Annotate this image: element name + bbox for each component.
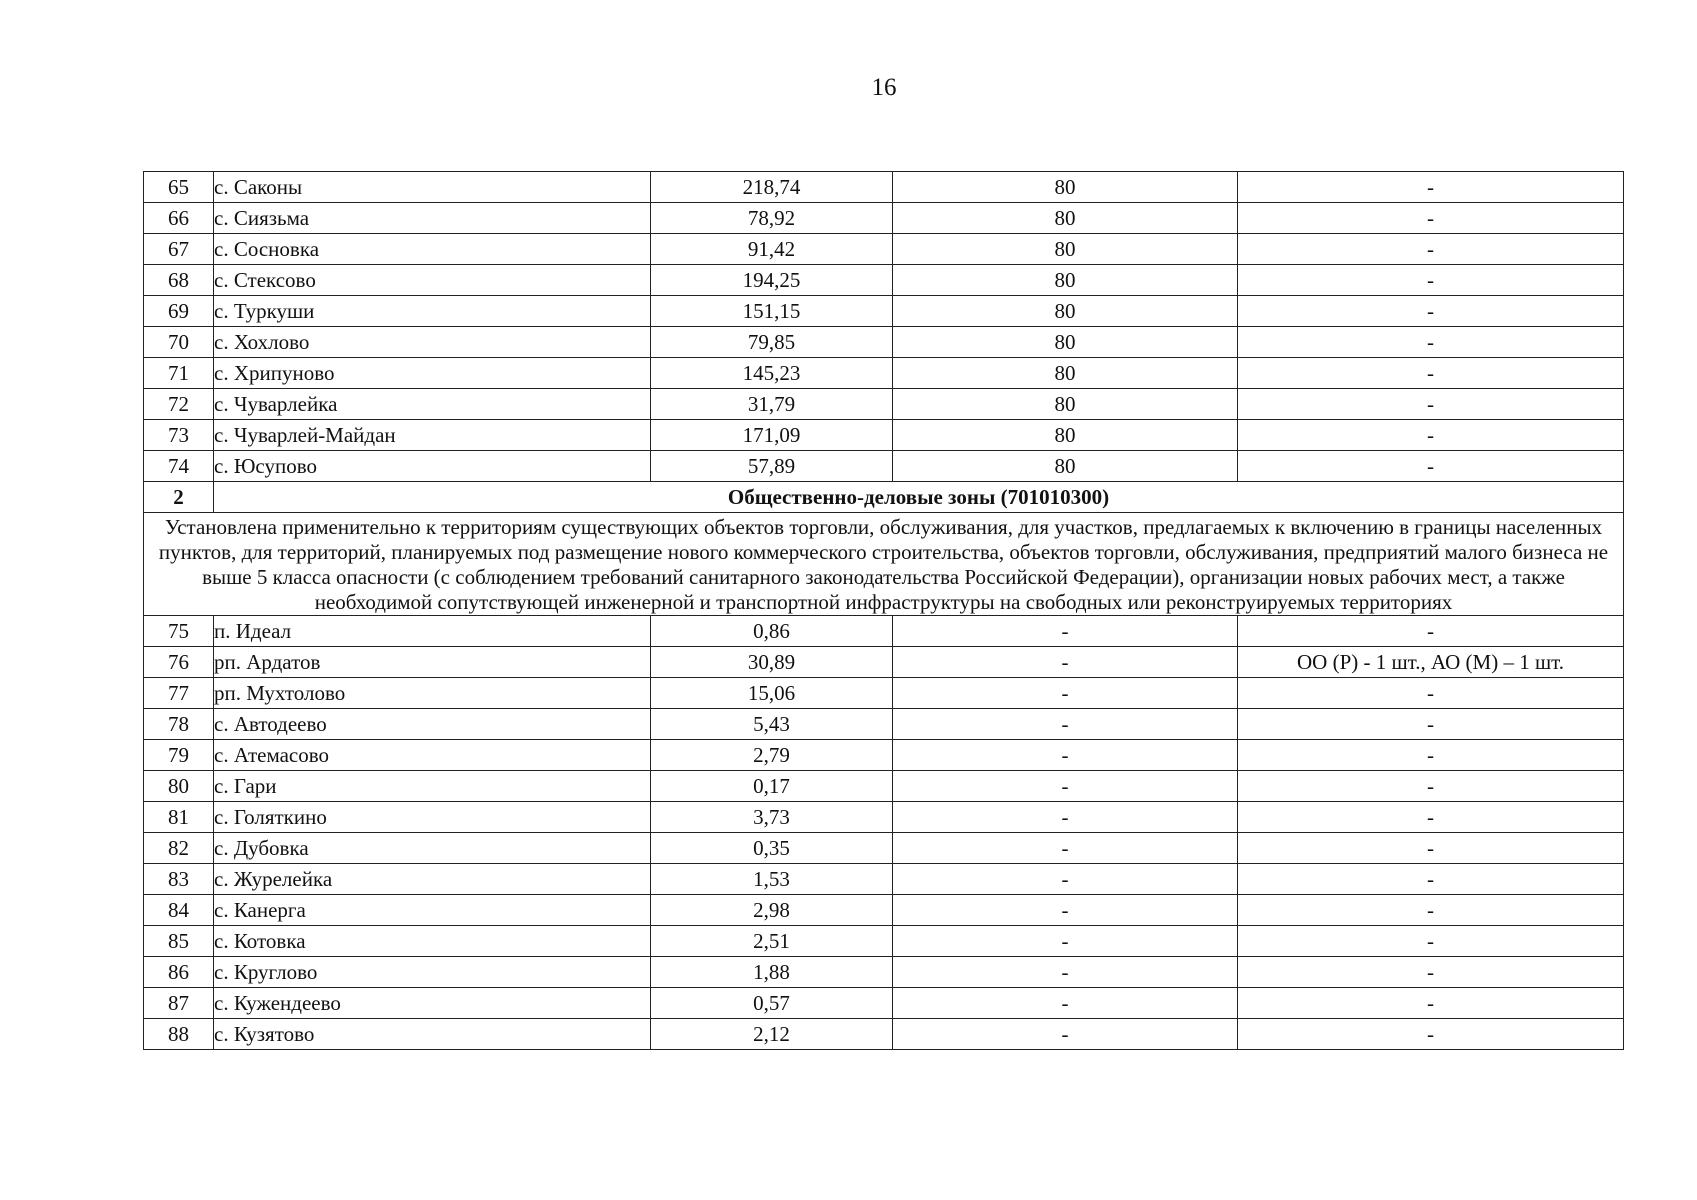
table-row [144, 1019, 1624, 1050]
objects-value: - [1238, 358, 1624, 389]
table-row [144, 864, 1624, 895]
row-number: 71 [144, 358, 214, 389]
table-body-part2 [144, 616, 1624, 1050]
row-number: 78 [144, 709, 214, 740]
percent-value: - [893, 1019, 1238, 1050]
area-value: 145,23 [651, 358, 893, 389]
table-row [144, 926, 1624, 957]
objects-value: - [1238, 988, 1624, 1019]
settlement-name: с. Сиязьма [214, 203, 651, 234]
row-number: 72 [144, 389, 214, 420]
table-row [144, 358, 1624, 389]
objects-value: - [1238, 740, 1624, 771]
table-row [144, 296, 1624, 327]
percent-value: - [893, 616, 1238, 647]
percent-value: 80 [893, 358, 1238, 389]
settlement-name: с. Туркуши [214, 296, 651, 327]
row-number: 65 [144, 172, 214, 203]
objects-value: - [1238, 616, 1624, 647]
section-description-row [144, 513, 1624, 616]
settlement-name: с. Юсупово [214, 451, 651, 482]
settlement-name: рп. Мухтолово [214, 678, 651, 709]
table-row [144, 451, 1624, 482]
section-header-row [144, 482, 1624, 513]
area-value: 0,35 [651, 833, 893, 864]
area-value: 0,17 [651, 771, 893, 802]
percent-value: - [893, 678, 1238, 709]
row-number: 74 [144, 451, 214, 482]
row-number: 87 [144, 988, 214, 1019]
percent-value: - [893, 771, 1238, 802]
table-row [144, 420, 1624, 451]
area-value: 79,85 [651, 327, 893, 358]
settlement-name: рп. Ардатов [214, 647, 651, 678]
objects-value: - [1238, 389, 1624, 420]
row-number: 85 [144, 926, 214, 957]
percent-value: 80 [893, 389, 1238, 420]
objects-value: - [1238, 172, 1624, 203]
settlement-name: с. Гари [214, 771, 651, 802]
settlement-name: с. Атемасово [214, 740, 651, 771]
area-value: 15,06 [651, 678, 893, 709]
row-number: 66 [144, 203, 214, 234]
percent-value: - [893, 647, 1238, 678]
area-value: 5,43 [651, 709, 893, 740]
table-row [144, 327, 1624, 358]
percent-value: 80 [893, 203, 1238, 234]
settlement-name: с. Кужендеево [214, 988, 651, 1019]
row-number: 82 [144, 833, 214, 864]
percent-value: - [893, 864, 1238, 895]
percent-value: 80 [893, 172, 1238, 203]
area-value: 2,98 [651, 895, 893, 926]
row-number: 84 [144, 895, 214, 926]
area-value: 2,79 [651, 740, 893, 771]
row-number: 88 [144, 1019, 214, 1050]
table-row [144, 895, 1624, 926]
row-number: 80 [144, 771, 214, 802]
objects-value: - [1238, 802, 1624, 833]
settlement-name: с. Саконы [214, 172, 651, 203]
row-number: 83 [144, 864, 214, 895]
percent-value: 80 [893, 265, 1238, 296]
table-row [144, 647, 1624, 678]
area-value: 3,73 [651, 802, 893, 833]
table-row [144, 802, 1624, 833]
section-title: Общественно-деловые зоны (701010300) [214, 482, 1624, 513]
percent-value: 80 [893, 296, 1238, 327]
area-value: 218,74 [651, 172, 893, 203]
settlement-name: с. Чуварлей-Майдан [214, 420, 651, 451]
row-number: 77 [144, 678, 214, 709]
settlement-name: с. Котовка [214, 926, 651, 957]
percent-value: - [893, 895, 1238, 926]
table-row [144, 616, 1624, 647]
area-value: 2,12 [651, 1019, 893, 1050]
table-row [144, 234, 1624, 265]
section-number: 2 [144, 482, 214, 513]
settlement-name: п. Идеал [214, 616, 651, 647]
table-row [144, 740, 1624, 771]
objects-value: - [1238, 709, 1624, 740]
objects-value: - [1238, 327, 1624, 358]
row-number: 67 [144, 234, 214, 265]
table-row [144, 833, 1624, 864]
row-number: 68 [144, 265, 214, 296]
table-row [144, 709, 1624, 740]
table-row [144, 172, 1624, 203]
row-number: 79 [144, 740, 214, 771]
area-value: 30,89 [651, 647, 893, 678]
area-value: 57,89 [651, 451, 893, 482]
area-value: 171,09 [651, 420, 893, 451]
area-value: 1,88 [651, 957, 893, 988]
table-row [144, 265, 1624, 296]
settlement-name: с. Кузятово [214, 1019, 651, 1050]
row-number: 70 [144, 327, 214, 358]
zones-table [143, 171, 1624, 1050]
table-row [144, 957, 1624, 988]
objects-value: - [1238, 926, 1624, 957]
objects-value: - [1238, 265, 1624, 296]
settlement-name: с. Хохлово [214, 327, 651, 358]
objects-value: - [1238, 771, 1624, 802]
settlement-name: с. Хрипуново [214, 358, 651, 389]
objects-value: - [1238, 420, 1624, 451]
objects-value: - [1238, 678, 1624, 709]
objects-value: - [1238, 957, 1624, 988]
objects-value: - [1238, 203, 1624, 234]
area-value: 1,53 [651, 864, 893, 895]
area-value: 151,15 [651, 296, 893, 327]
area-value: 31,79 [651, 389, 893, 420]
settlement-name: с. Чуварлейка [214, 389, 651, 420]
area-value: 0,57 [651, 988, 893, 1019]
objects-value: ОО (Р) - 1 шт., АО (М) – 1 шт. [1238, 647, 1624, 678]
percent-value: - [893, 709, 1238, 740]
objects-value: - [1238, 234, 1624, 265]
row-number: 86 [144, 957, 214, 988]
settlement-name: с. Журелейка [214, 864, 651, 895]
settlement-name: с. Круглово [214, 957, 651, 988]
row-number: 76 [144, 647, 214, 678]
table-row [144, 988, 1624, 1019]
settlement-name: с. Канерга [214, 895, 651, 926]
row-number: 69 [144, 296, 214, 327]
row-number: 81 [144, 802, 214, 833]
table-row [144, 771, 1624, 802]
percent-value: 80 [893, 451, 1238, 482]
percent-value: - [893, 957, 1238, 988]
table-row [144, 678, 1624, 709]
row-number: 75 [144, 616, 214, 647]
settlement-name: с. Стексово [214, 265, 651, 296]
page-number: 16 [871, 74, 897, 101]
area-value: 0,86 [651, 616, 893, 647]
table-row [144, 389, 1624, 420]
percent-value: 80 [893, 234, 1238, 265]
percent-value: 80 [893, 327, 1238, 358]
objects-value: - [1238, 451, 1624, 482]
objects-value: - [1238, 833, 1624, 864]
settlement-name: с. Дубовка [214, 833, 651, 864]
row-number: 73 [144, 420, 214, 451]
area-value: 194,25 [651, 265, 893, 296]
percent-value: - [893, 833, 1238, 864]
percent-value: - [893, 926, 1238, 957]
percent-value: - [893, 802, 1238, 833]
percent-value: - [893, 988, 1238, 1019]
objects-value: - [1238, 296, 1624, 327]
area-value: 78,92 [651, 203, 893, 234]
settlement-name: с. Голяткино [214, 802, 651, 833]
table-body-part1 [144, 172, 1624, 482]
section-block [144, 482, 1624, 616]
section-description: Установлена применительно к территориям существующих объектов торговли, обслуживания, для участков, предлагаемых к включению в границы населенных пунктов, для территорий, планируемых под размещение нового коммерческого строительства, объектов торговли, обслуживания, предприятий малого бизнеса не выше 5 класса опасности (с соблюдением требований санитарного законодательства Российской Федерации), организации новых рабочих мест, а также необходимой сопутствующей инженерной и транспортной инфраструктуры на свободных или реконструируемых территориях [144, 513, 1624, 616]
settlement-name: с. Автодеево [214, 709, 651, 740]
percent-value: 80 [893, 420, 1238, 451]
objects-value: - [1238, 864, 1624, 895]
area-value: 91,42 [651, 234, 893, 265]
settlement-name: с. Сосновка [214, 234, 651, 265]
objects-value: - [1238, 1019, 1624, 1050]
objects-value: - [1238, 895, 1624, 926]
table-row [144, 203, 1624, 234]
percent-value: - [893, 740, 1238, 771]
area-value: 2,51 [651, 926, 893, 957]
